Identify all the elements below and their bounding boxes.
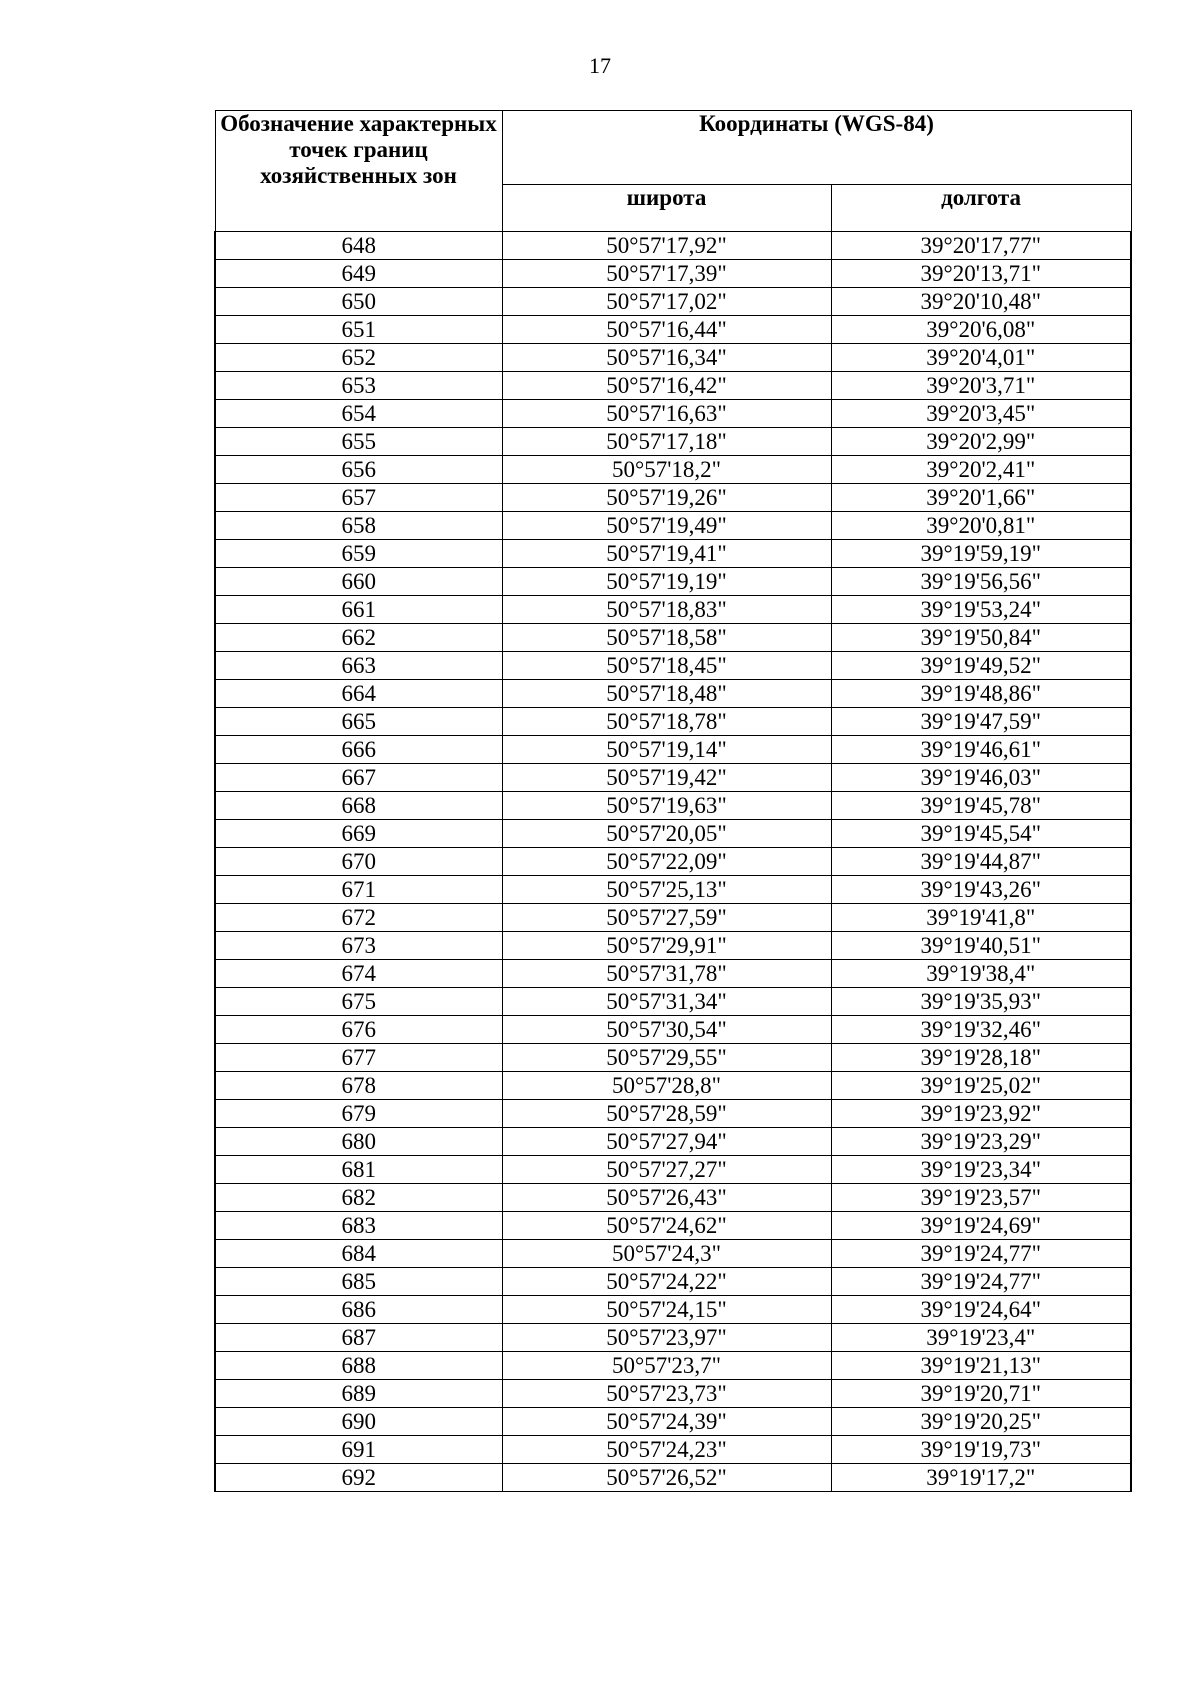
table-row — [215, 1352, 1131, 1380]
cell-longitude: 39°19'20,71" — [831, 1380, 1131, 1408]
cell-latitude: 50°57'28,59" — [502, 1100, 831, 1128]
table-row — [215, 400, 1131, 428]
cell-point-id: 679 — [215, 1100, 502, 1128]
cell-latitude: 50°57'29,55" — [502, 1044, 831, 1072]
cell-point-id: 692 — [215, 1464, 502, 1492]
cell-point-id: 671 — [215, 876, 502, 904]
table-row — [215, 1296, 1131, 1324]
cell-longitude: 39°19'43,26" — [831, 876, 1131, 904]
cell-longitude: 39°20'0,81" — [831, 512, 1131, 540]
table-row — [215, 624, 1131, 652]
cell-point-id: 650 — [215, 288, 502, 316]
cell-latitude: 50°57'19,49" — [502, 512, 831, 540]
table-header — [215, 111, 1131, 232]
cell-latitude: 50°57'24,22" — [502, 1268, 831, 1296]
cell-longitude: 39°20'6,08" — [831, 316, 1131, 344]
cell-longitude: 39°19'32,46" — [831, 1016, 1131, 1044]
cell-latitude: 50°57'19,42" — [502, 764, 831, 792]
cell-longitude: 39°19'59,19" — [831, 540, 1131, 568]
table-row — [215, 484, 1131, 512]
cell-point-id: 675 — [215, 988, 502, 1016]
table-row — [215, 1268, 1131, 1296]
cell-latitude: 50°57'27,27" — [502, 1156, 831, 1184]
cell-longitude: 39°20'4,01" — [831, 344, 1131, 372]
table-row — [215, 596, 1131, 624]
cell-latitude: 50°57'18,48" — [502, 680, 831, 708]
cell-longitude: 39°19'23,29" — [831, 1128, 1131, 1156]
table-row — [215, 456, 1131, 484]
cell-longitude: 39°19'45,78" — [831, 792, 1131, 820]
table-row — [215, 1408, 1131, 1436]
cell-point-id: 682 — [215, 1184, 502, 1212]
table-row — [215, 288, 1131, 316]
cell-point-id: 685 — [215, 1268, 502, 1296]
header-latitude: широта — [502, 185, 831, 232]
cell-longitude: 39°19'49,52" — [831, 652, 1131, 680]
table-row — [215, 568, 1131, 596]
cell-latitude: 50°57'17,39" — [502, 260, 831, 288]
cell-point-id: 656 — [215, 456, 502, 484]
table-row — [215, 1100, 1131, 1128]
table-row — [215, 876, 1131, 904]
cell-latitude: 50°57'27,94" — [502, 1128, 831, 1156]
coordinates-table — [214, 110, 1132, 1492]
cell-longitude: 39°20'3,45" — [831, 400, 1131, 428]
table-row — [215, 1072, 1131, 1100]
cell-latitude: 50°57'16,63" — [502, 400, 831, 428]
cell-point-id: 677 — [215, 1044, 502, 1072]
cell-latitude: 50°57'23,7" — [502, 1352, 831, 1380]
cell-latitude: 50°57'18,2" — [502, 456, 831, 484]
cell-latitude: 50°57'27,59" — [502, 904, 831, 932]
cell-longitude: 39°20'1,66" — [831, 484, 1131, 512]
table-row — [215, 1184, 1131, 1212]
table-row — [215, 316, 1131, 344]
cell-point-id: 648 — [215, 232, 502, 260]
cell-longitude: 39°20'17,77" — [831, 232, 1131, 260]
cell-latitude: 50°57'30,54" — [502, 1016, 831, 1044]
cell-latitude: 50°57'18,58" — [502, 624, 831, 652]
table-row — [215, 932, 1131, 960]
cell-longitude: 39°19'48,86" — [831, 680, 1131, 708]
cell-point-id: 669 — [215, 820, 502, 848]
cell-longitude: 39°19'41,8" — [831, 904, 1131, 932]
cell-latitude: 50°57'28,8" — [502, 1072, 831, 1100]
cell-latitude: 50°57'26,43" — [502, 1184, 831, 1212]
cell-point-id: 653 — [215, 372, 502, 400]
table-row — [215, 1128, 1131, 1156]
cell-point-id: 670 — [215, 848, 502, 876]
cell-longitude: 39°19'45,54" — [831, 820, 1131, 848]
cell-point-id: 688 — [215, 1352, 502, 1380]
cell-point-id: 680 — [215, 1128, 502, 1156]
cell-longitude: 39°20'13,71" — [831, 260, 1131, 288]
cell-longitude: 39°19'28,18" — [831, 1044, 1131, 1072]
cell-latitude: 50°57'25,13" — [502, 876, 831, 904]
cell-latitude: 50°57'24,62" — [502, 1212, 831, 1240]
cell-latitude: 50°57'19,63" — [502, 792, 831, 820]
cell-point-id: 674 — [215, 960, 502, 988]
table-row — [215, 988, 1131, 1016]
cell-point-id: 683 — [215, 1212, 502, 1240]
cell-longitude: 39°19'23,34" — [831, 1156, 1131, 1184]
table-row — [215, 1016, 1131, 1044]
cell-point-id: 686 — [215, 1296, 502, 1324]
header-point-designation: Обозначение характерных точек границ хозяйственных зон — [215, 111, 502, 232]
table-row — [215, 428, 1131, 456]
table-row — [215, 820, 1131, 848]
cell-latitude: 50°57'20,05" — [502, 820, 831, 848]
table-row — [215, 1436, 1131, 1464]
cell-point-id: 659 — [215, 540, 502, 568]
cell-latitude: 50°57'16,42" — [502, 372, 831, 400]
table-row — [215, 260, 1131, 288]
cell-point-id: 663 — [215, 652, 502, 680]
cell-longitude: 39°20'3,71" — [831, 372, 1131, 400]
cell-longitude: 39°19'46,61" — [831, 736, 1131, 764]
table-row — [215, 1044, 1131, 1072]
cell-point-id: 689 — [215, 1380, 502, 1408]
table-row — [215, 1212, 1131, 1240]
cell-longitude: 39°19'23,57" — [831, 1184, 1131, 1212]
cell-point-id: 661 — [215, 596, 502, 624]
table-row — [215, 960, 1131, 988]
table-row — [215, 540, 1131, 568]
cell-point-id: 691 — [215, 1436, 502, 1464]
table-row — [215, 792, 1131, 820]
cell-longitude: 39°19'23,92" — [831, 1100, 1131, 1128]
table-row — [215, 512, 1131, 540]
cell-latitude: 50°57'24,39" — [502, 1408, 831, 1436]
cell-point-id: 672 — [215, 904, 502, 932]
cell-point-id: 667 — [215, 764, 502, 792]
cell-latitude: 50°57'17,92" — [502, 232, 831, 260]
cell-longitude: 39°20'2,41" — [831, 456, 1131, 484]
cell-longitude: 39°19'19,73" — [831, 1436, 1131, 1464]
cell-latitude: 50°57'31,78" — [502, 960, 831, 988]
table-row — [215, 344, 1131, 372]
cell-point-id: 684 — [215, 1240, 502, 1268]
table-row — [215, 1464, 1131, 1492]
table-row — [215, 1156, 1131, 1184]
cell-latitude: 50°57'31,34" — [502, 988, 831, 1016]
cell-latitude: 50°57'17,18" — [502, 428, 831, 456]
table-row — [215, 764, 1131, 792]
cell-longitude: 39°19'35,93" — [831, 988, 1131, 1016]
cell-longitude: 39°19'21,13" — [831, 1352, 1131, 1380]
cell-latitude: 50°57'22,09" — [502, 848, 831, 876]
cell-point-id: 676 — [215, 1016, 502, 1044]
header-longitude: долгота — [831, 185, 1131, 232]
cell-latitude: 50°57'29,91" — [502, 932, 831, 960]
cell-latitude: 50°57'26,52" — [502, 1464, 831, 1492]
cell-longitude: 39°19'24,69" — [831, 1212, 1131, 1240]
cell-latitude: 50°57'19,41" — [502, 540, 831, 568]
cell-longitude: 39°19'20,25" — [831, 1408, 1131, 1436]
cell-point-id: 668 — [215, 792, 502, 820]
cell-longitude: 39°19'53,24" — [831, 596, 1131, 624]
cell-point-id: 690 — [215, 1408, 502, 1436]
cell-point-id: 687 — [215, 1324, 502, 1352]
header-coordinates-group: Координаты (WGS-84) — [502, 111, 1131, 185]
cell-point-id: 652 — [215, 344, 502, 372]
table-row — [215, 1380, 1131, 1408]
cell-latitude: 50°57'19,26" — [502, 484, 831, 512]
cell-latitude: 50°57'18,83" — [502, 596, 831, 624]
table-row — [215, 1240, 1131, 1268]
cell-point-id: 665 — [215, 708, 502, 736]
cell-longitude: 39°19'38,4" — [831, 960, 1131, 988]
cell-latitude: 50°57'16,44" — [502, 316, 831, 344]
cell-longitude: 39°19'17,2" — [831, 1464, 1131, 1492]
table-body — [215, 232, 1131, 1492]
cell-longitude: 39°19'23,4" — [831, 1324, 1131, 1352]
cell-point-id: 678 — [215, 1072, 502, 1100]
table-row — [215, 652, 1131, 680]
cell-point-id: 651 — [215, 316, 502, 344]
cell-longitude: 39°19'56,56" — [831, 568, 1131, 596]
cell-latitude: 50°57'24,23" — [502, 1436, 831, 1464]
cell-longitude: 39°19'47,59" — [831, 708, 1131, 736]
cell-point-id: 660 — [215, 568, 502, 596]
cell-longitude: 39°19'50,84" — [831, 624, 1131, 652]
cell-latitude: 50°57'18,45" — [502, 652, 831, 680]
cell-longitude: 39°19'24,77" — [831, 1268, 1131, 1296]
table-row — [215, 232, 1131, 260]
table-row — [215, 680, 1131, 708]
cell-longitude: 39°19'24,64" — [831, 1296, 1131, 1324]
table-row — [215, 736, 1131, 764]
cell-latitude: 50°57'23,97" — [502, 1324, 831, 1352]
cell-latitude: 50°57'24,15" — [502, 1296, 831, 1324]
cell-longitude: 39°19'46,03" — [831, 764, 1131, 792]
cell-latitude: 50°57'18,78" — [502, 708, 831, 736]
cell-latitude: 50°57'16,34" — [502, 344, 831, 372]
cell-point-id: 655 — [215, 428, 502, 456]
cell-longitude: 39°20'2,99" — [831, 428, 1131, 456]
table-row — [215, 1324, 1131, 1352]
cell-point-id: 673 — [215, 932, 502, 960]
cell-point-id: 654 — [215, 400, 502, 428]
cell-latitude: 50°57'17,02" — [502, 288, 831, 316]
cell-latitude: 50°57'19,19" — [502, 568, 831, 596]
cell-point-id: 657 — [215, 484, 502, 512]
table-row — [215, 848, 1131, 876]
cell-latitude: 50°57'19,14" — [502, 736, 831, 764]
page-number: 17 — [589, 53, 611, 78]
cell-longitude: 39°19'25,02" — [831, 1072, 1131, 1100]
cell-point-id: 666 — [215, 736, 502, 764]
cell-longitude: 39°19'44,87" — [831, 848, 1131, 876]
cell-point-id: 658 — [215, 512, 502, 540]
cell-point-id: 662 — [215, 624, 502, 652]
cell-longitude: 39°19'40,51" — [831, 932, 1131, 960]
cell-longitude: 39°19'24,77" — [831, 1240, 1131, 1268]
cell-point-id: 649 — [215, 260, 502, 288]
cell-latitude: 50°57'24,3" — [502, 1240, 831, 1268]
cell-point-id: 664 — [215, 680, 502, 708]
cell-longitude: 39°20'10,48" — [831, 288, 1131, 316]
cell-latitude: 50°57'23,73" — [502, 1380, 831, 1408]
cell-point-id: 681 — [215, 1156, 502, 1184]
table-row — [215, 708, 1131, 736]
table-row — [215, 372, 1131, 400]
table-row — [215, 904, 1131, 932]
